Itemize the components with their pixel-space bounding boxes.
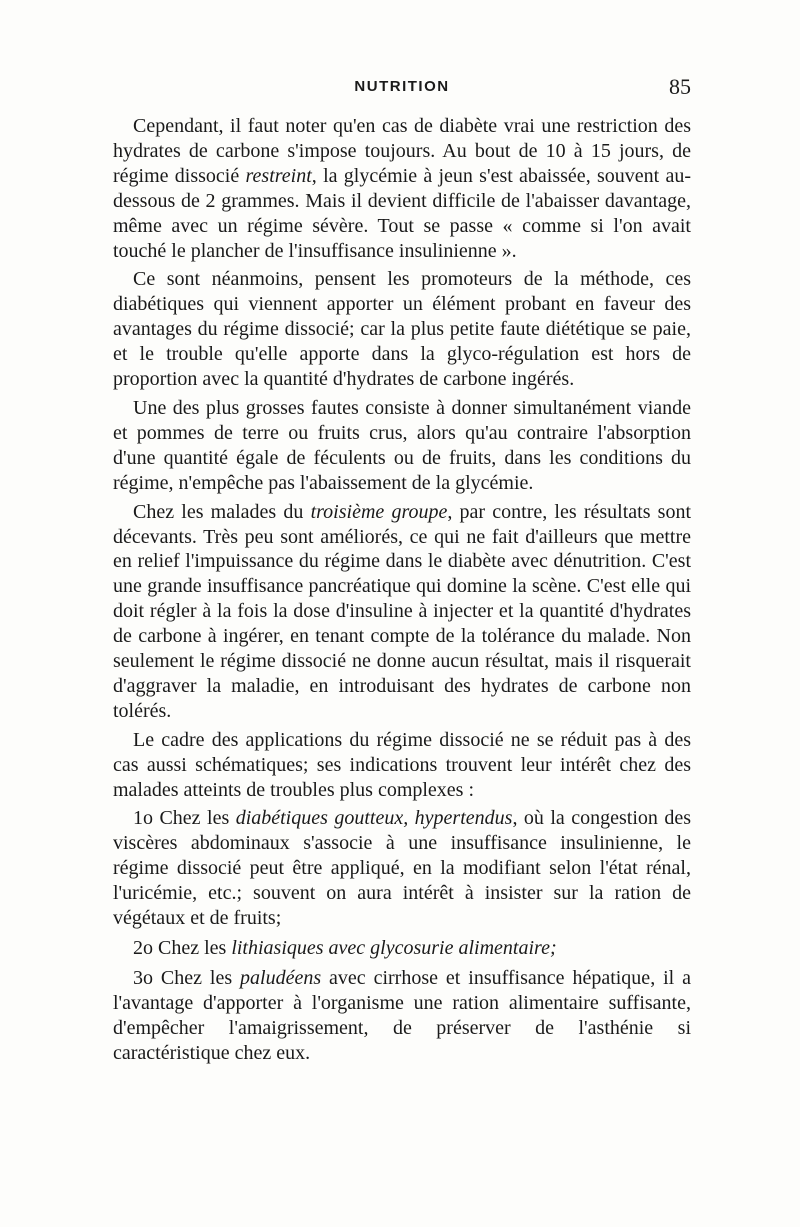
list-item: 1o Chez les diabétiques goutteux, hypertendus, où la congestion des viscères abdominaux s'associe à une insuffisance insulinienne, le régime dissocié peut être appliqué, en la modifiant selon l'état rénal, l'uricémie, etc.; souvent on aura intérêt à insister sur la ration de végétaux et de fruits;	[113, 807, 692, 930]
paragraph: Cependant, il faut noter qu'en cas de diabète vrai une restriction des hydrates de carbone s'impose toujours. Au bout de 10 à 15 jours, de régime dissocié restreint, la glycémie à jeun s'est abaissée, souvent au-dessous de 2 grammes. Mais il devient difficile de l'abaisser davantage, même avec un régime sévère. Tout se passe « comme si l'on avait touché le plancher de l'insuffisance insulinienne ».	[113, 115, 691, 262]
page-header	[113, 74, 691, 104]
body-text	[113, 114, 691, 1071]
paragraph: Le cadre des applications du régime dissocié ne se réduit pas à des cas aussi schématiques; ses indications trouvent leur intérêt chez des malades atteints de troubles plus complexes :	[113, 728, 691, 801]
list-marker: 3o	[133, 966, 153, 989]
paragraph: Une des plus grosses fautes consiste à donner simultanément viande et pommes de terre ou fruits crus, alors qu'au contraire l'absorption d'une quantité égale de féculents ou de fruits, dans les conditions du régime, n'empêche pas l'abaissement de la glycémie.	[113, 396, 691, 494]
list-item: 2o Chez les lithiasiques avec glycosurie alimentaire;	[133, 937, 557, 959]
list-item: 3o Chez les paludéens avec cirrhose et insuffisance hépatique, il a l'avantage d'apporter à l'organisme une ration alimentaire suffisante, d'empêcher l'amaigrissement, de préserver de l'asthénie si caractéristique chez eux.	[113, 966, 691, 1064]
paragraph: Chez les malades du troisième groupe, par contre, les résultats sont décevants. Très peu sont améliorés, ce qui ne fait d'ailleurs que mettre en relief l'impuissance du régime dans le diabète avec dénutrition. C'est une grande insuffisance pancréatique qui domine la scène. C'est elle qui doit régler à la fois la dose d'insuline à injecter et la quantité d'hydrates de carbone à ingérer, en tenant compte de la tolérance du malade. Non seulement le régime dissocié ne donne aucun résultat, mais il risquerait d'aggraver la maladie, en introduisant des hydrates de carbone non tolérés.	[113, 500, 692, 722]
running-title: NUTRITION	[354, 78, 450, 95]
list-marker: 1o	[133, 807, 153, 830]
page-number: 85	[669, 74, 691, 99]
paragraph: Ce sont néanmoins, pensent les promoteurs de la méthode, ces diabétiques qui viennent apporter un élément probant en faveur des avantages du régime dissocié; car la plus petite faute diététique se paie, et le trouble qu'elle apporte dans la glyco-régulation est hors de proportion avec la quantité d'hydrates de carbone ingérés.	[113, 268, 691, 391]
list-marker: 2o	[133, 937, 153, 959]
